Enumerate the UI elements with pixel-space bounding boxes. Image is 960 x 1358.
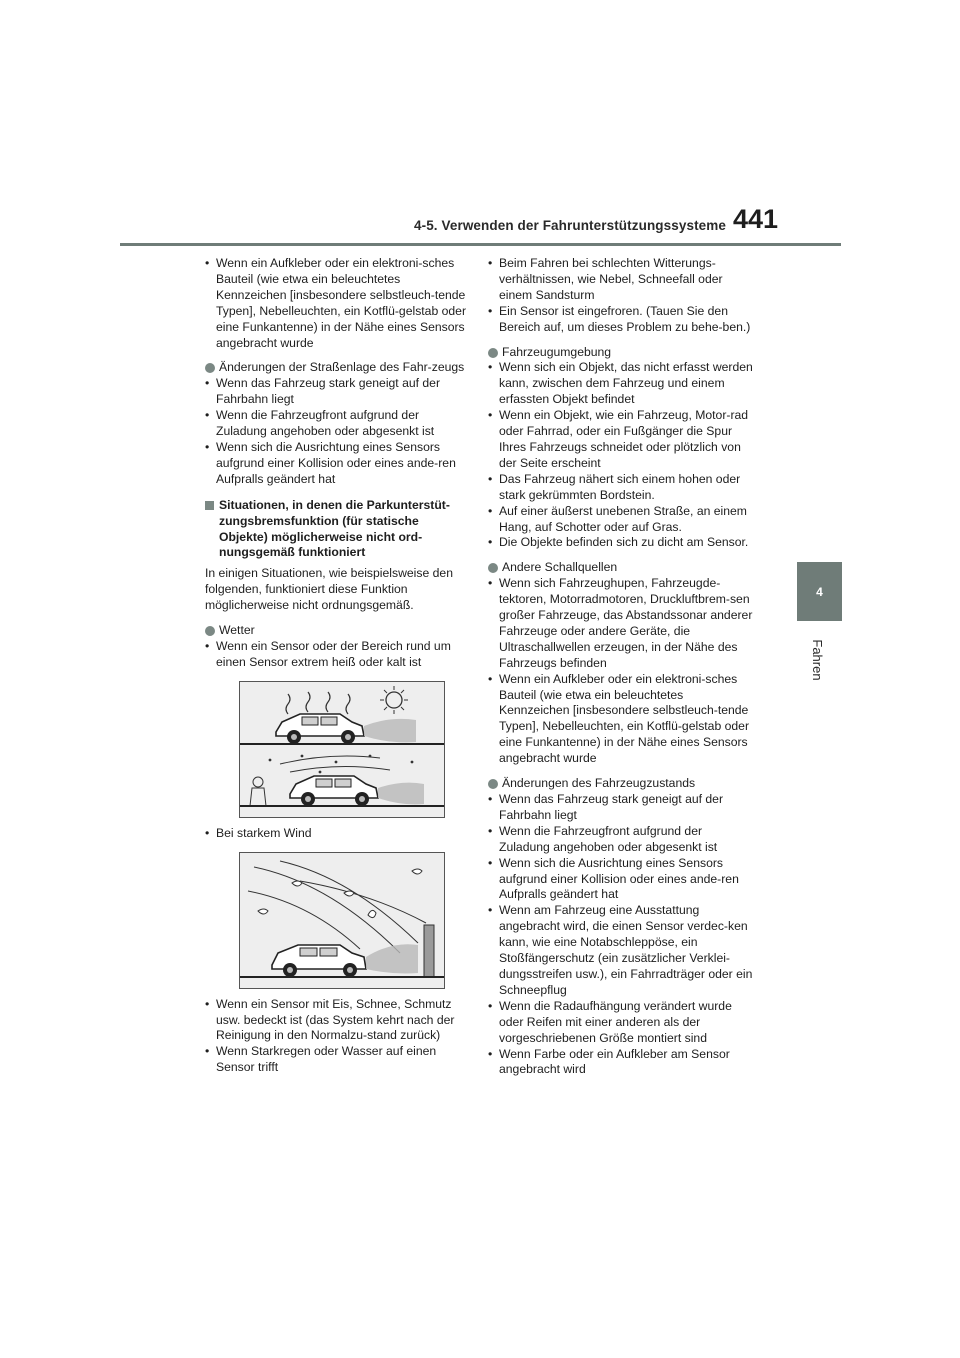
square-marker-icon [205,501,214,510]
list-item: • Auf einer äußerst unebenen Straße, an einem Hang, auf Schotter oder auf Gras. [488,504,756,536]
car-bottom-icon [290,776,378,806]
figure-strong-wind [239,852,445,989]
wind-lines-icon [248,861,426,953]
sound-sources-list [488,576,756,767]
list-item: • Wenn sich die Ausrichtung eines Sensors aufgrund einer Kollision oder eines ande-ren Aufpralls geändert hat [488,856,756,904]
sensor-beam-bottom [378,782,424,804]
person-cold-icon [250,777,266,806]
road-change-list [205,376,467,487]
car-icon [272,945,366,977]
strong-wind-illustration [240,853,444,988]
list-item: • Wenn Farbe oder ein Aufkleber am Sensor angebracht wird [488,1047,756,1079]
chapter-tab [797,562,842,621]
vehicle-state-list [488,792,756,1078]
list-item: • Bei starkem Wind [205,826,467,842]
car-top-icon [276,714,364,744]
chapter-label: Fahren [810,639,826,681]
sun-icon [386,692,402,708]
figure-heat-cold [239,681,445,818]
subheading-road-change: Änderungen der Straßenlage des Fahr-zeugs [205,360,467,376]
list-item: • Wenn sich Fahrzeughupen, Fahrzeugde-tektoren, Motorradmotoren, Druckluftbrem-sen großer Fahrzeuge, das Abstandssonar anderer Fahrzeuge oder andere Geräte, die Ultraschallwellen erzeugen, in der Nähe des Fahrzeugs befinden [488,576,756,671]
heat-cold-illustration [240,682,444,817]
sensor-beam-top [364,719,416,743]
chapter-number: 4 [816,584,823,599]
list-item: • Wenn die Fahrzeugfront aufgrund der Zuladung angehoben oder abgesenkt ist [488,824,756,856]
leaves-icon [258,869,422,918]
section-heading: Situationen, in denen die Parkunterstüt-zungsbremsfunktion (für statische Objekte) möglicherweise nicht ord-nungsgemäß funktioniert [205,498,467,562]
section-header-title: 4-5. Verwenden der Fahrunterstützungssysteme [414,218,726,233]
list-item: • Wenn sich die Ausrichtung eines Sensors aufgrund einer Kollision oder eines ande-ren Aufpralls geändert hat [205,440,467,488]
subheading-weather: Wetter [205,623,467,639]
right-column [488,256,756,1078]
bullet-dot-icon [488,779,498,789]
weather-list-right [488,256,756,336]
heat-waves-icon [286,692,350,714]
wind-lines-icon [280,756,390,772]
intro-bullet-list [205,256,467,351]
list-item: • Wenn ein Objekt, wie ein Fahrzeug, Motor-rad oder Fahrrad, oder ein Fußgänger die Spur Ihres Fahrzeugs schneidet oder plötzlich von der Seite erscheint [488,408,756,472]
bullet-dot-icon [488,563,498,573]
left-column [205,256,467,1076]
subheading-vehicle-state: Änderungen des Fahrzeugzustands [488,776,756,792]
bullet-dot-icon [205,363,215,373]
section-paragraph: In einigen Situationen, wie beispielsweise den folgenden, funktioniert diese Funktion möglicherweise nicht ordnungsgemäß. [205,566,453,613]
weather-list-continued [205,997,467,1077]
subheading-surroundings: Fahrzeugumgebung [488,345,756,361]
list-item: • Beim Fahren bei schlechten Witterungs-verhältnissen, wie Nebel, Schneefall oder einem Sandsturm [488,256,756,304]
subheading-sound-sources: Andere Schallquellen [488,560,756,576]
list-item: • Wenn das Fahrzeug stark geneigt auf der Fahrbahn liegt [488,792,756,824]
list-item: • Wenn ein Aufkleber oder ein elektroni-sches Bauteil (wie etwa ein beleuchtetes Kennzeichen [insbesondere selbstleuch-tende Typen], Nebelleuchten, ein Kotflü-gelstab oder eine Funkantenne) in der Nähe eines Sensors angebracht wurde [488,672,756,767]
list-item: • Ein Sensor ist eingefroren. (Tauen Sie den Bereich auf, um dieses Problem zu behe-ben.) [488,304,756,336]
list-item: • Wenn das Fahrzeug stark geneigt auf der Fahrbahn liegt [205,376,467,408]
list-item: • Wenn am Fahrzeug eine Ausstattung angebracht wird, die einen Sensor verdec-ken kann, wie eine Notabschleppöse, ein Stoßfängerschutz (ein zusätzlicher Verklei-dungsstreifen usw.), ein Fahrradträger oder ein Schneepflug [488,903,756,998]
header-divider [120,243,841,246]
list-item: • Wenn ein Sensor mit Eis, Schnee, Schmutz usw. bedeckt ist (das System kehrt nach der Reinigung in den Normalzu-stand zurück) [205,997,467,1045]
list-item: • Wenn ein Sensor oder der Bereich rund um einen Sensor extrem heiß oder kalt ist [205,639,467,671]
list-item: • Wenn sich ein Objekt, das nicht erfasst werden kann, zwischen dem Fahrzeug und einem erfassten Objekt befindet [488,360,756,408]
surroundings-list [488,360,756,551]
sun-rays-icon [380,686,408,714]
list-item: • Wenn Starkregen oder Wasser auf einen Sensor trifft [205,1044,467,1076]
sensor-beam [366,944,418,973]
list-item: • Wenn ein Aufkleber oder ein elektroni-sches Bauteil (wie etwa ein beleuchtetes Kennzeichen [insbesondere selbstleuch-tende Typen], Nebelleuchten, ein Kotflü-gelstab oder eine Funkantenne) in der Nähe eines Sensors angebracht wurde [205,256,467,351]
list-item: • Das Fahrzeug nähert sich einem hohen oder stark gekrümmten Bordstein. [488,472,756,504]
page-number: 441 [733,204,779,234]
bullet-dot-icon [488,348,498,358]
wall-obstacle [424,925,434,977]
list-item: • Die Objekte befinden sich zu dicht am Sensor. [488,535,756,551]
list-item: • Wenn die Radaufhängung verändert wurde oder Reifen mit einer anderen als der vorgeschriebenen Größe montiert sind [488,999,756,1047]
bullet-dot-icon [205,626,215,636]
snowflake-dots-icon [269,754,414,773]
list-item: • Wenn die Fahrzeugfront aufgrund der Zuladung angehoben oder abgesenkt ist [205,408,467,440]
